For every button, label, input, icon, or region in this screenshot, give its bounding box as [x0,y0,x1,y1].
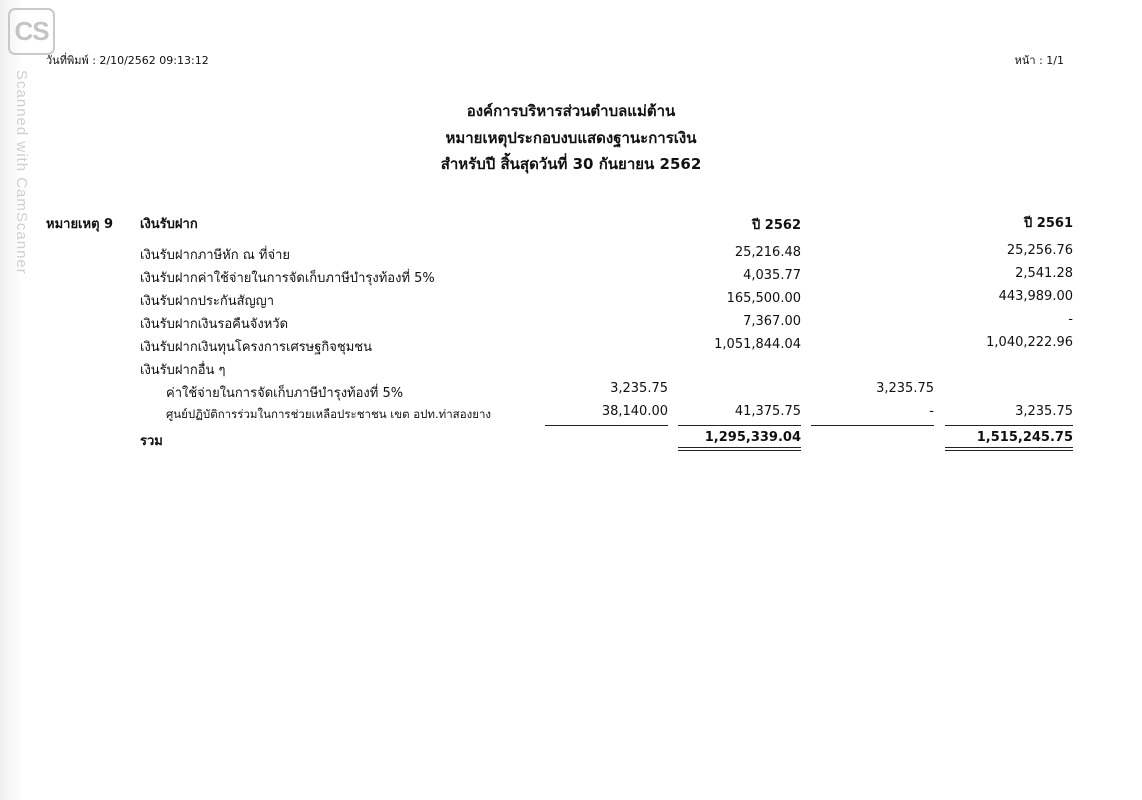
subtotal-2561: - [929,404,934,419]
value-2561: - [1068,312,1073,327]
total-rule-2561 [945,425,1073,426]
page-number: หน้า : 1/1 [1014,54,1064,67]
subtotal-rule-2561 [811,425,934,426]
double-underline-2562-b [678,450,801,451]
organization-title: องค์การบริหารส่วนตำบลแม่ต้าน [466,102,676,120]
subtotal-2562: 38,140.00 [601,404,668,419]
total-rule-2562 [678,425,801,426]
total-2561: 1,515,245.75 [976,430,1073,445]
value-2561: 25,256.76 [1006,243,1073,258]
print-date: วันที่พิมพ์ : 2/10/2562 09:13:12 [46,54,209,67]
value-2562: 1,051,844.04 [714,337,801,352]
row-label: เงินรับฝากเงินทุนโครงการเศรษฐกิจชุมชน [140,340,373,355]
note-heading: เงินรับฝาก [140,217,198,232]
row-label: ศูนย์ปฏิบัติการร่วมในการช่วยเหลือประชาชน เขต อปท.ท่าสองยาง [166,407,492,421]
row-label: เงินรับฝากภาษีหัก ณ ที่จ่าย [140,248,291,263]
value-2561: 1,040,222.96 [986,335,1073,350]
row-label: ค่าใช้จ่ายในการจัดเก็บภาษีบำรุงท้องที่ 5% [166,386,404,401]
column-header-2562: ปี 2562 [752,218,801,233]
value-2562: 4,035.77 [743,268,801,283]
other-deposits-heading: เงินรับฝากอื่น ๆ [140,363,226,378]
value-2562: 41,375.75 [734,404,801,419]
camscanner-logo: CS [8,8,55,55]
total-label: รวม [140,434,163,449]
row-label: เงินรับฝากค่าใช้จ่ายในการจัดเก็บภาษีบำรุงท้องที่ 5% [140,271,435,286]
report-period: สำหรับปี สิ้นสุดวันที่ 30 กันยายน 2562 [440,155,702,173]
double-underline-2561-a [945,447,1073,448]
value-2561: 3,235.75 [1015,404,1073,419]
double-underline-2561-b [945,450,1073,451]
row-label: เงินรับฝากเงินรอคืนจังหวัด [140,317,289,332]
scanner-watermark: Scanned with CamScanner [13,70,30,275]
subtotal-rule-2562 [545,425,668,426]
value-2561: 2,541.28 [1015,266,1073,281]
column-header-2561: ปี 2561 [1024,216,1073,231]
report-title: หมายเหตุประกอบงบแสดงฐานะการเงิน [445,129,697,147]
value-2562: 25,216.48 [734,245,801,260]
double-underline-2562-a [678,447,801,448]
value-2561: 443,989.00 [998,289,1073,304]
total-2562: 1,295,339.04 [704,430,801,445]
value-2562: 7,367.00 [743,314,801,329]
subtotal-2561: 3,235.75 [876,381,934,396]
note-number: หมายเหตุ 9 [46,217,114,232]
row-label: เงินรับฝากประกันสัญญา [140,294,275,309]
value-2562: 165,500.00 [726,291,801,306]
subtotal-2562: 3,235.75 [610,381,668,396]
